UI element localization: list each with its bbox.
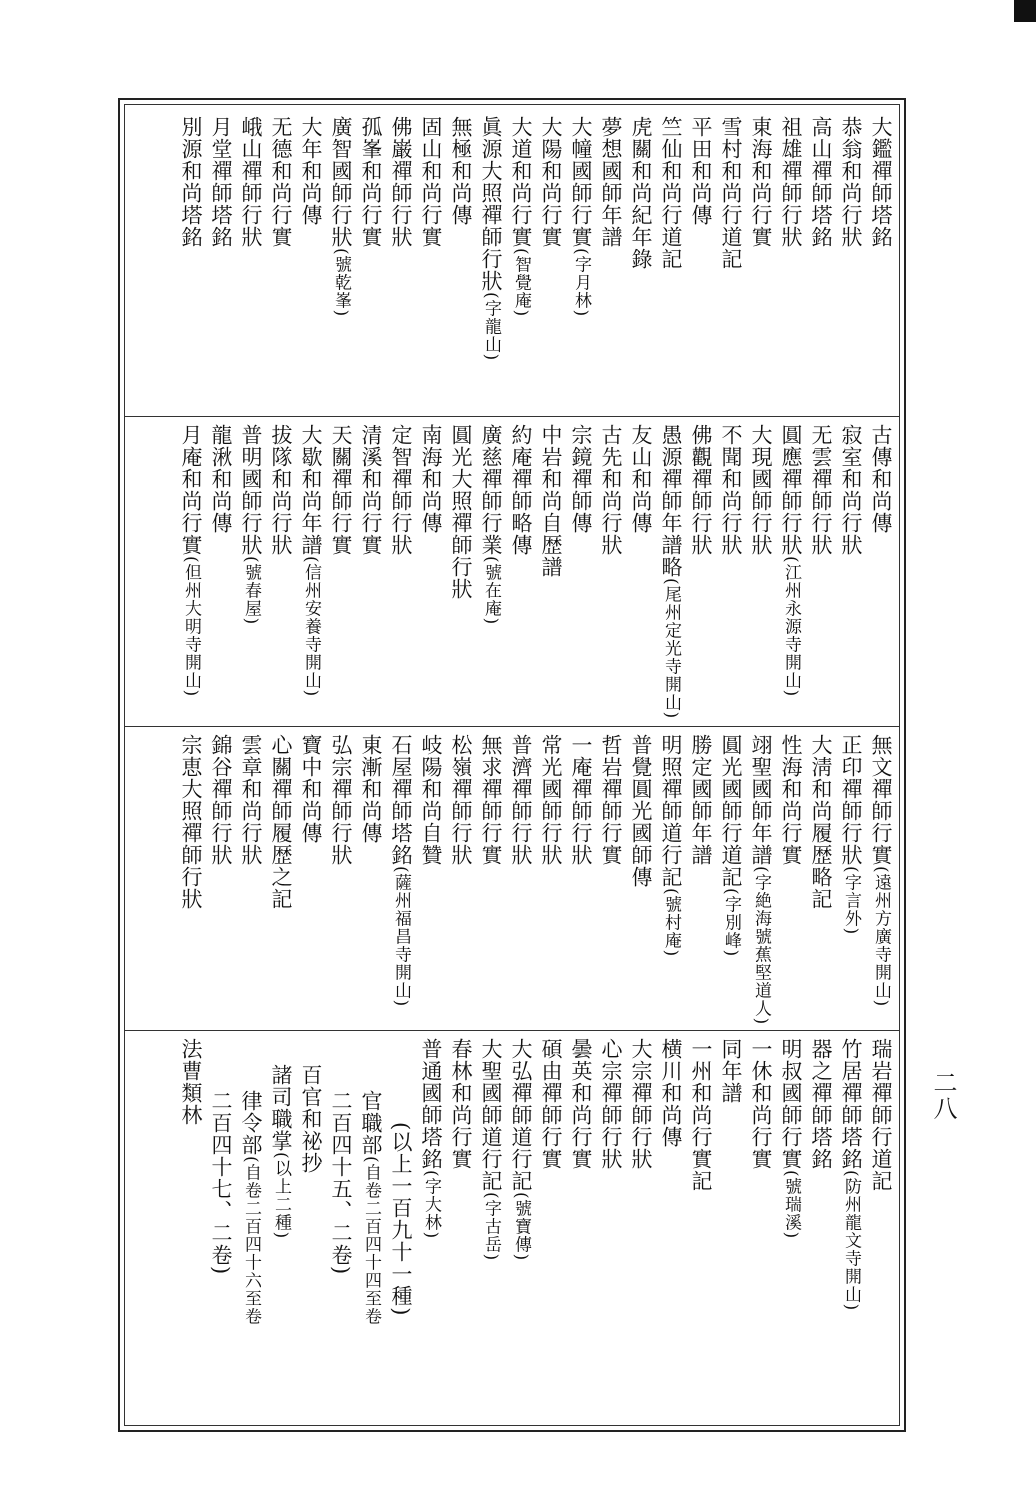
entry-note: (薩州福昌寺開山) (391, 866, 411, 1008)
toc-entry (266, 734, 296, 1026)
entry-title: 一州和尚行實記 (689, 1038, 713, 1192)
entry-note: (號瑞溪) (781, 1170, 801, 1240)
toc-entry (356, 116, 386, 412)
page-number: 二八 (929, 1070, 957, 1122)
entry-title: 龍湫和尚傳 (209, 424, 233, 534)
entry-note: (江州永源寺開山) (781, 556, 801, 698)
toc-entry (206, 734, 236, 1026)
toc-entry (776, 1038, 806, 1422)
entry-note: (字別峰) (721, 888, 741, 958)
toc-entry (596, 734, 626, 1026)
entry-title: 愚源禪師年譜略 (659, 424, 683, 578)
toc-entry (446, 734, 476, 1026)
entry-title: 固山和尚行實 (419, 116, 443, 248)
entry-note: (號乾峯) (331, 248, 351, 318)
entry-title: 曇英和尚行實 (569, 1038, 593, 1170)
entry-title: 普明國師行狀 (239, 424, 263, 556)
tier-1-column-list (130, 116, 896, 412)
entry-title: 大弘禪師道行記 (509, 1038, 533, 1192)
toc-entry (806, 116, 836, 412)
toc-entry (476, 1038, 506, 1422)
entry-title: 圓光國師行道記 (719, 734, 743, 888)
entry-title: 月庵和尚行實 (179, 424, 203, 556)
toc-entry (446, 1038, 476, 1422)
toc-entry (326, 734, 356, 1026)
entry-title: 瑞岩禪師行道記 (869, 1038, 893, 1192)
toc-entry (746, 116, 776, 412)
toc-entry (476, 116, 506, 412)
entry-title: 宗恵大照禪師行狀 (179, 734, 203, 910)
entry-title: 圓光大照禪師行狀 (449, 424, 473, 600)
entry-title: 東漸和尚傳 (359, 734, 383, 844)
toc-entry (296, 116, 326, 412)
toc-entry (416, 734, 446, 1026)
entry-title: 別源和尚塔銘 (179, 116, 203, 248)
entry-title: 大鑑禪師塔銘 (869, 116, 893, 248)
entry-note: (以上二種) (271, 1152, 291, 1240)
toc-entry (566, 734, 596, 1026)
entry-title: 勝定國師年譜 (689, 734, 713, 866)
toc-entry (656, 1038, 686, 1422)
entry-title: 月堂禪師塔銘 (209, 116, 233, 248)
toc-entry (656, 116, 686, 412)
toc-entry (626, 1038, 656, 1422)
entry-title: 大陽和尚行實 (539, 116, 563, 248)
entry-note: (尾州定光寺開山) (661, 578, 681, 720)
toc-entry (326, 424, 356, 722)
toc-entry (866, 1038, 896, 1422)
toc-entry (506, 424, 536, 722)
entry-title: 器之禪師塔銘 (809, 1038, 833, 1170)
toc-entry (866, 116, 896, 412)
entry-title: 寶中和尚傳 (299, 734, 323, 844)
entry-title: 常光國師行狀 (539, 734, 563, 866)
toc-entry (866, 424, 896, 722)
entry-note: (號春屋) (241, 556, 261, 626)
entry-title: 普覺圓光國師傳 (629, 734, 653, 888)
entry-note: (智覺庵) (511, 248, 531, 318)
toc-entry (236, 1038, 266, 1422)
entry-title: 雪村和尚行道記 (719, 116, 743, 270)
toc-entry (776, 424, 806, 722)
entry-title: (以上一百九十一種) (389, 1122, 413, 1317)
entry-title: 大幢國師行實 (569, 116, 593, 248)
toc-entry (746, 1038, 776, 1422)
toc-entry (266, 424, 296, 722)
toc-entry (266, 116, 296, 412)
entry-title: 錦谷禪師行狀 (209, 734, 233, 866)
entry-title: 同年譜 (719, 1038, 743, 1104)
toc-entry (806, 1038, 836, 1422)
toc-entry (866, 734, 896, 1026)
toc-entry (296, 1038, 326, 1422)
toc-entry (206, 424, 236, 722)
entry-title: 明照禪師道行記 (659, 734, 683, 888)
toc-entry (626, 424, 656, 722)
entry-title: 百官和祕抄 (299, 1064, 323, 1174)
toc-entry (206, 116, 236, 412)
entry-title: 大宗禪師行狀 (629, 1038, 653, 1170)
entry-title: 翊聖國師年譜 (749, 734, 773, 866)
entry-title: 圓應禪師行狀 (779, 424, 803, 556)
toc-entry (596, 424, 626, 722)
entry-title: 中岩和尚自歴譜 (539, 424, 563, 578)
toc-entry (476, 734, 506, 1026)
toc-entry (746, 734, 776, 1026)
entry-note: (字絶海號蕉堅道人) (751, 866, 771, 1026)
toc-entry (536, 734, 566, 1026)
toc-entry (296, 734, 326, 1026)
toc-entry (176, 734, 206, 1026)
entry-title: 友山和尚傳 (629, 424, 653, 534)
entry-note: (字大林) (421, 1170, 441, 1240)
toc-entry (356, 734, 386, 1026)
entry-title: 竹居禪師塔銘 (839, 1038, 863, 1170)
entry-title: 法曹類林 (179, 1038, 203, 1126)
toc-entry (836, 1038, 866, 1422)
entry-title: 峨山禪師行狀 (239, 116, 263, 248)
entry-title: 夢想國師年譜 (599, 116, 623, 248)
entry-title: 諸司職掌 (269, 1064, 293, 1152)
toc-entry (836, 734, 866, 1026)
entry-title: 拔隊和尚行狀 (269, 424, 293, 556)
entry-title: 約庵禪師略傳 (509, 424, 533, 556)
entry-title: 一庵禪師行狀 (569, 734, 593, 866)
toc-entry (626, 734, 656, 1026)
entry-title: 官職部 (359, 1090, 383, 1156)
entry-title: 東海和尚行實 (749, 116, 773, 248)
toc-entry (536, 424, 566, 722)
toc-entry (506, 734, 536, 1026)
entry-title: 无雲禪師行狀 (809, 424, 833, 556)
toc-entry (746, 424, 776, 722)
entry-title: 孤峯和尚行實 (359, 116, 383, 248)
entry-title: 古傳和尚傳 (869, 424, 893, 534)
toc-entry (656, 424, 686, 722)
entry-title: 佛巌禪師行狀 (389, 116, 413, 248)
toc-entry (386, 1038, 416, 1422)
entry-title: 宗鏡禪師傳 (569, 424, 593, 534)
toc-entry (716, 1038, 746, 1422)
entry-note: (號在庵) (481, 556, 501, 626)
entry-title: 无德和尚行實 (269, 116, 293, 248)
entry-note: (自卷二百四十四至卷 (361, 1156, 381, 1326)
toc-entry (836, 424, 866, 722)
entry-title: 二百四十五、二卷) (329, 1090, 353, 1276)
toc-entry (656, 734, 686, 1026)
toc-entry (176, 424, 206, 722)
toc-entry (716, 734, 746, 1026)
entry-note: (號村庵) (661, 888, 681, 958)
entry-title: 哲岩禪師行實 (599, 734, 623, 866)
toc-entry (566, 116, 596, 412)
entry-title: 無文禪師行實 (869, 734, 893, 866)
toc-entry (416, 424, 446, 722)
entry-title: 心宗禪師行狀 (599, 1038, 623, 1170)
entry-title: 大聖國師道行記 (479, 1038, 503, 1192)
tier-4-column-list (130, 1038, 896, 1422)
corner-mark (1014, 0, 1036, 22)
toc-entry (776, 116, 806, 412)
entry-title: 心關禪師履歴之記 (269, 734, 293, 910)
toc-entry (176, 1038, 206, 1422)
entry-title: 不聞和尚行狀 (719, 424, 743, 556)
toc-entry (596, 116, 626, 412)
entry-note: (字古岳) (481, 1192, 501, 1262)
entry-title: 虎關和尚紀年錄 (629, 116, 653, 270)
toc-entry (386, 734, 416, 1026)
toc-entry (416, 1038, 446, 1422)
entry-title: 祖雄禪師行狀 (779, 116, 803, 248)
entry-title: 平田和尚傳 (689, 116, 713, 226)
toc-entry (716, 116, 746, 412)
toc-entry (686, 116, 716, 412)
entry-title: 大歇和尚年譜 (299, 424, 323, 556)
entry-title: 正印禪師行狀 (839, 734, 863, 866)
toc-entry (776, 734, 806, 1026)
toc-entry (446, 116, 476, 412)
toc-entry (236, 734, 266, 1026)
entry-title: 無求禪師行實 (479, 734, 503, 866)
toc-entry (806, 734, 836, 1026)
entry-title: 竺仙和尚行道記 (659, 116, 683, 270)
toc-entry (626, 116, 656, 412)
entry-note: (字龍山) (481, 292, 501, 362)
entry-title: 一休和尚行實 (749, 1038, 773, 1170)
toc-entry (836, 116, 866, 412)
toc-entry (566, 1038, 596, 1422)
toc-entry (566, 424, 596, 722)
toc-entry (446, 424, 476, 722)
tier-divider (124, 416, 900, 417)
toc-entry (356, 1038, 386, 1422)
toc-entry (506, 1038, 536, 1422)
entry-title: 佛觀禪師行狀 (689, 424, 713, 556)
entry-title: 寂室和尚行狀 (839, 424, 863, 556)
entry-title: 清溪和尚行實 (359, 424, 383, 556)
toc-entry (476, 424, 506, 722)
toc-entry (356, 424, 386, 722)
entry-note: (自卷二百四十六至卷 (241, 1156, 261, 1326)
toc-entry (206, 1038, 236, 1422)
tier-2-column-list (130, 424, 896, 722)
entry-title: 天關禪師行實 (329, 424, 353, 556)
entry-title: 横川和尚傳 (659, 1038, 683, 1148)
entry-note: (字月林) (571, 248, 591, 318)
toc-entry (506, 116, 536, 412)
toc-entry (326, 116, 356, 412)
entry-note: (但州大明寺開山) (181, 556, 201, 698)
entry-title: 眞源大照禪師行狀 (479, 116, 503, 292)
entry-title: 春林和尚行實 (449, 1038, 473, 1170)
toc-entry (386, 424, 416, 722)
entry-title: 高山禪師塔銘 (809, 116, 833, 248)
toc-entry (536, 1038, 566, 1422)
toc-entry (176, 116, 206, 412)
toc-entry (326, 1038, 356, 1422)
entry-title: 大道和尚行實 (509, 116, 533, 248)
entry-note: (號寶傳) (511, 1192, 531, 1262)
toc-entry (686, 1038, 716, 1422)
entry-title: 恭翁和尚行狀 (839, 116, 863, 248)
entry-title: 大現國師行狀 (749, 424, 773, 556)
entry-note: (信州安養寺開山) (301, 556, 321, 698)
entry-note: (字言外) (841, 866, 861, 936)
toc-entry (386, 116, 416, 412)
entry-title: 弘宗禪師行狀 (329, 734, 353, 866)
entry-title: 碩由禪師行實 (539, 1038, 563, 1170)
entry-title: 古先和尚行狀 (599, 424, 623, 556)
toc-entry (236, 116, 266, 412)
tier-divider (124, 726, 900, 727)
toc-entry (296, 424, 326, 722)
entry-title: 無極和尚傳 (449, 116, 473, 226)
entry-title: 普通國師塔銘 (419, 1038, 443, 1170)
toc-entry (536, 116, 566, 412)
entry-title: 石屋禪師塔銘 (389, 734, 413, 866)
entry-title: 普濟禪師行狀 (509, 734, 533, 866)
toc-entry (236, 424, 266, 722)
toc-entry (716, 424, 746, 722)
toc-entry (806, 424, 836, 722)
entry-title: 岐陽和尚自贊 (419, 734, 443, 866)
entry-title: 雲章和尚行狀 (239, 734, 263, 866)
entry-title: 南海和尚傳 (419, 424, 443, 534)
toc-entry (596, 1038, 626, 1422)
entry-title: 二百四十七、二卷) (209, 1090, 233, 1276)
tier-3-column-list (130, 734, 896, 1026)
toc-entry (266, 1038, 296, 1422)
entry-note: (遠州方廣寺開山) (871, 866, 891, 1008)
entry-title: 明叔國師行實 (779, 1038, 803, 1170)
entry-title: 性海和尚行實 (779, 734, 803, 866)
toc-entry (686, 734, 716, 1026)
entry-title: 廣智國師行狀 (329, 116, 353, 248)
toc-entry (686, 424, 716, 722)
tier-divider (124, 1030, 900, 1031)
entry-title: 律令部 (239, 1090, 263, 1156)
entry-title: 大年和尚傳 (299, 116, 323, 226)
entry-title: 松嶺禪師行狀 (449, 734, 473, 866)
entry-note: (防州龍文寺開山) (841, 1170, 861, 1312)
entry-title: 廣慈禪師行業 (479, 424, 503, 556)
toc-entry (416, 116, 446, 412)
entry-title: 定智禪師行狀 (389, 424, 413, 556)
entry-title: 大淸和尚履歴略記 (809, 734, 833, 910)
